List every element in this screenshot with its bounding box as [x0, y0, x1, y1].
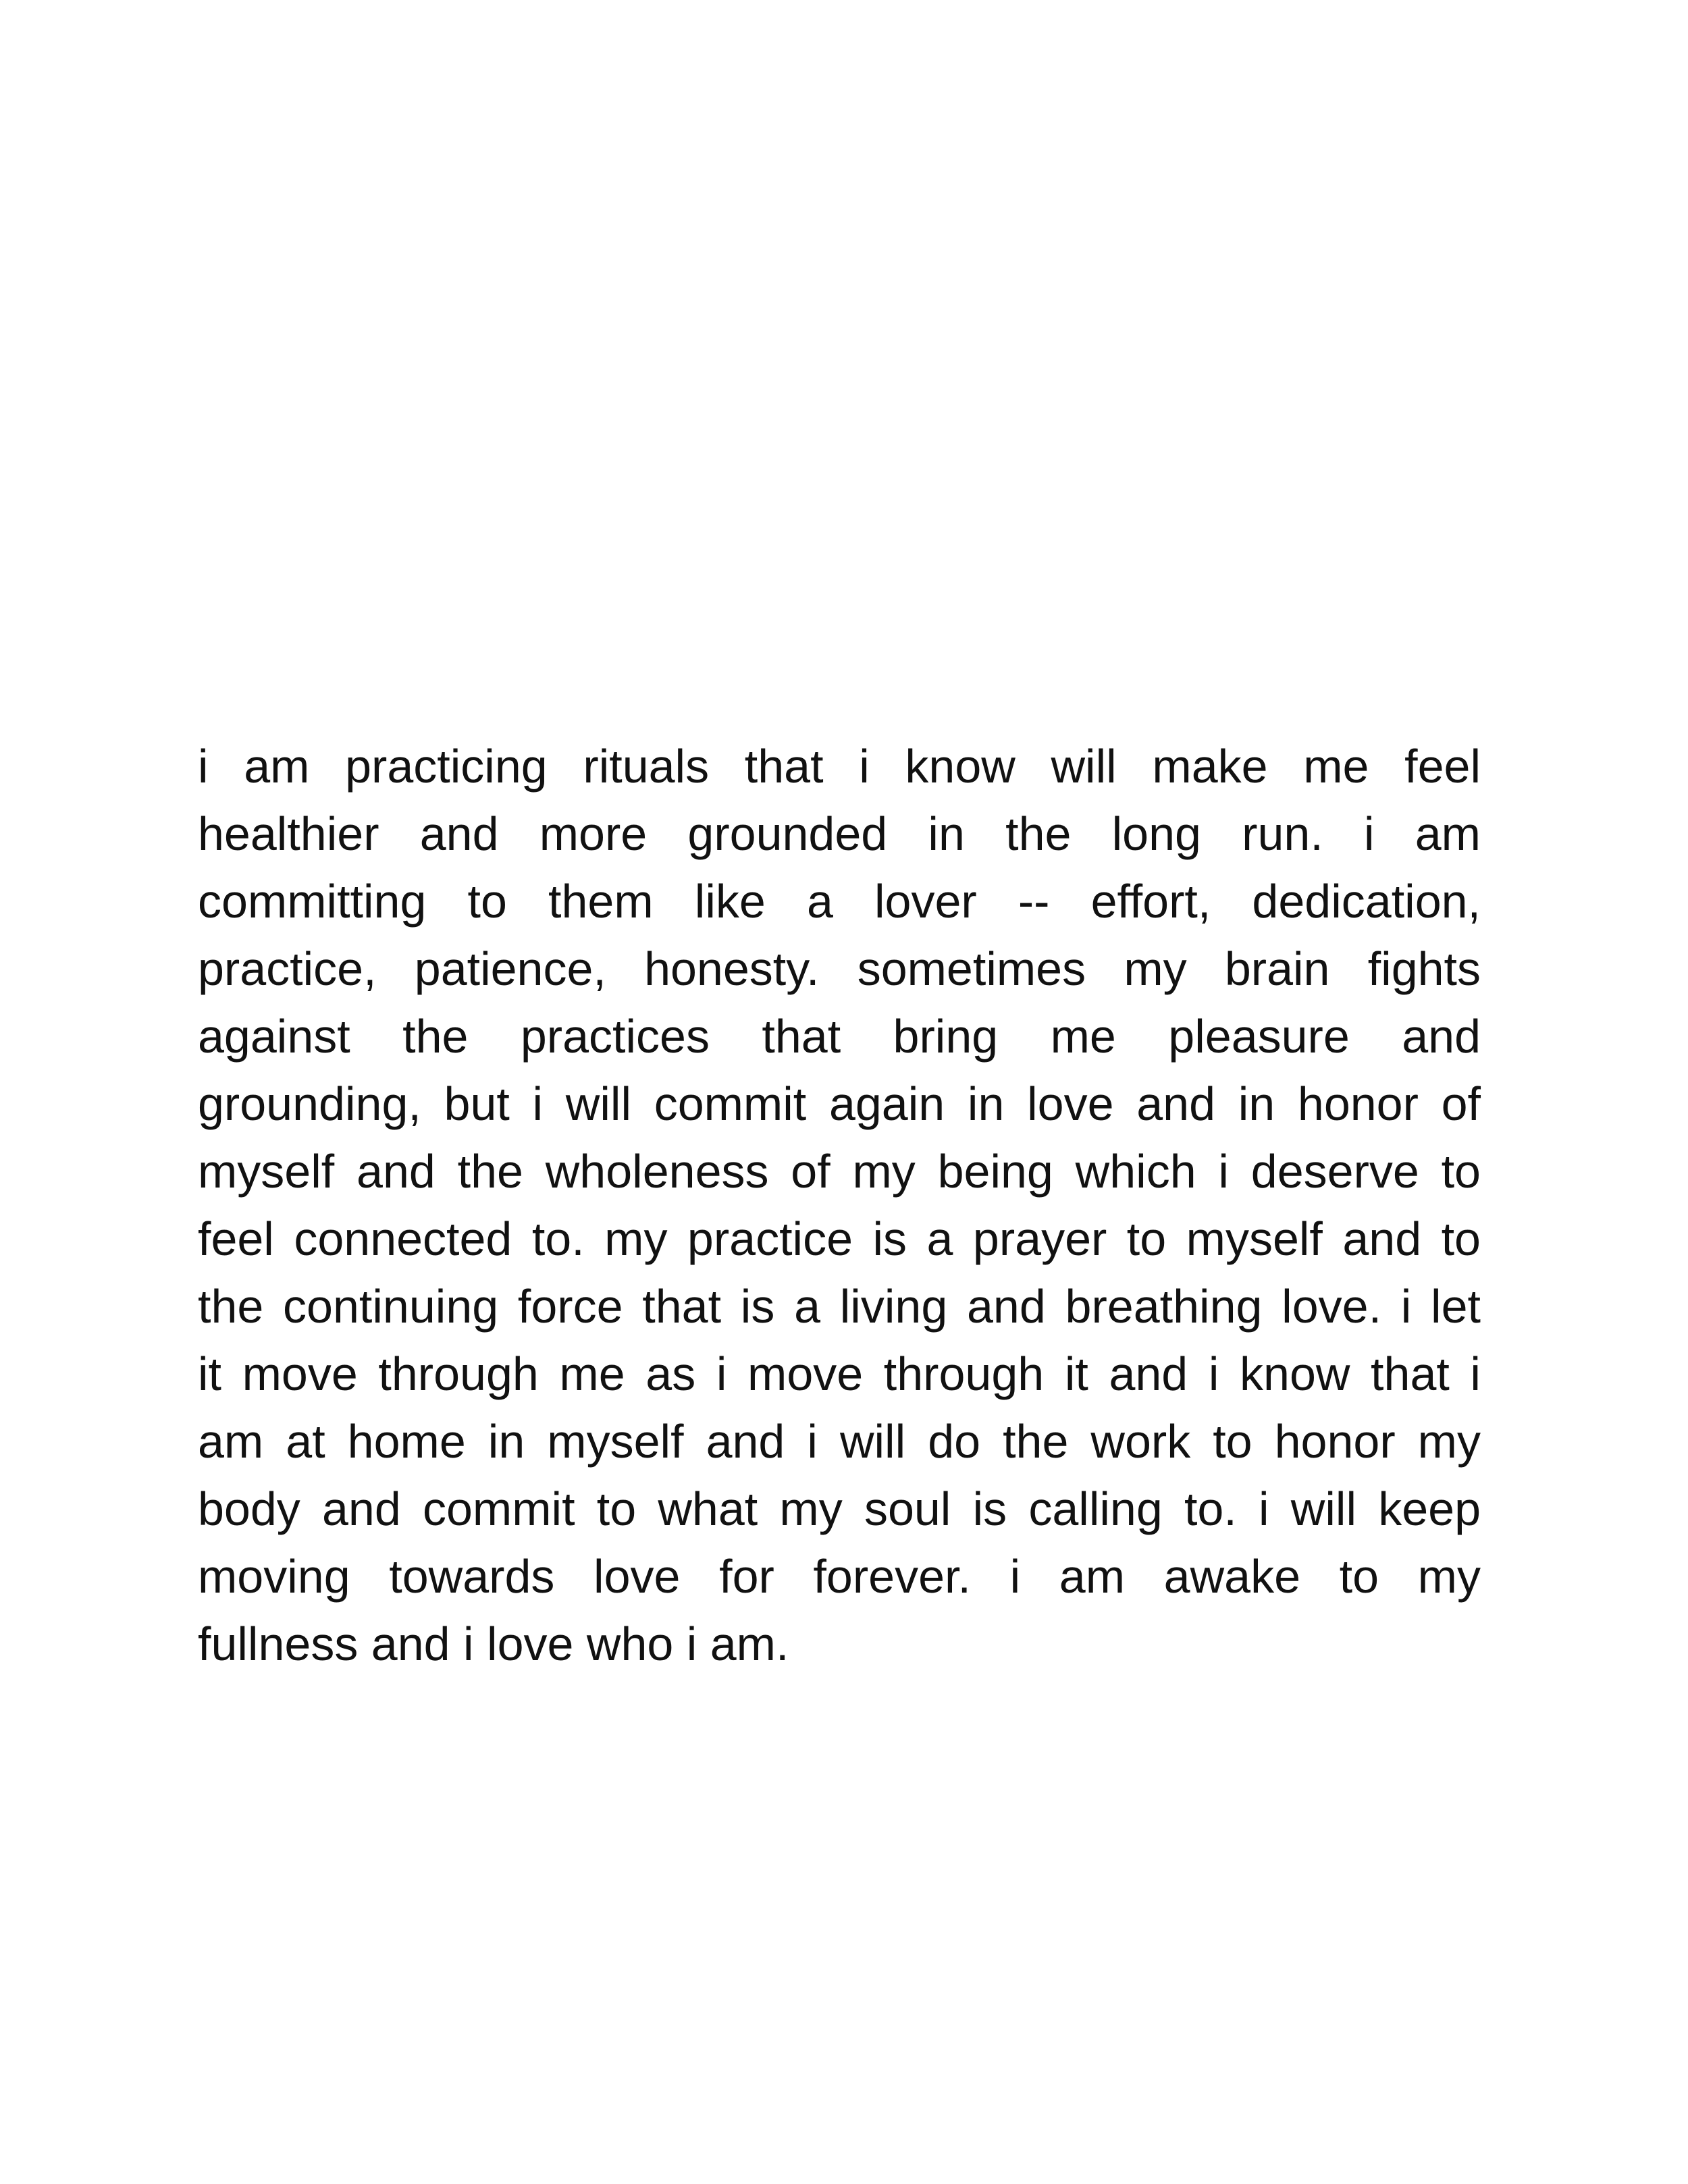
- paragraph-line: committing to them like a lover -- effort, dedication,: [198, 875, 1481, 928]
- paragraph-line: body and commit to what my soul is calling to. i will keep: [198, 1483, 1481, 1535]
- paragraph-line: against the practices that bring me pleasure and: [198, 1010, 1481, 1063]
- paragraph-line: practice, patience, honesty. sometimes my brain fights: [198, 942, 1481, 995]
- body-paragraph: [198, 733, 1481, 1678]
- paragraph-line: moving towards love for forever. i am awake to my: [198, 1550, 1481, 1603]
- paragraph-line: myself and the wholeness of my being which i deserve to: [198, 1145, 1481, 1198]
- paragraph-line: fullness and i love who i am.: [198, 1618, 789, 1670]
- paragraph-line: i am practicing rituals that i know will make me feel: [198, 740, 1481, 793]
- paragraph-line: feel connected to. my practice is a prayer to myself and to: [198, 1213, 1481, 1265]
- paragraph-line: healthier and more grounded in the long run. i am: [198, 807, 1481, 860]
- paragraph-line: grounding, but i will commit again in love and in honor of: [198, 1077, 1481, 1130]
- paragraph-line: it move through me as i move through it and i know that i: [198, 1348, 1481, 1400]
- paragraph-line: the continuing force that is a living and breathing love. i let: [198, 1280, 1481, 1333]
- paragraph-line: am at home in myself and i will do the work to honor my: [198, 1415, 1481, 1468]
